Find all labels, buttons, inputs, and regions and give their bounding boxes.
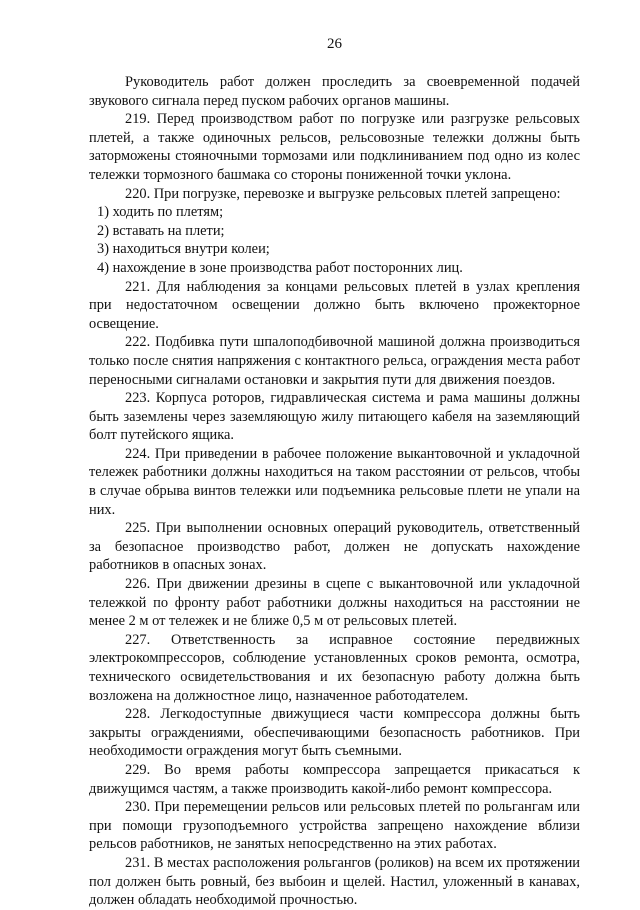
paragraph-231: 231. В местах расположения рольгангов (роликов) на всем их протяжении пол должен быть ровный, без выбоин и щелей. Настил, уложенный в канавах, должен обладать необходимой прочностью. <box>89 854 580 909</box>
paragraph-223: 223. Корпуса роторов, гидравлическая система и рама машины должны быть заземлены через заземляющую жилу питающего кабеля на заземляющий болт путейского ящика. <box>89 390 580 444</box>
paragraph-227: 227. Ответственность за исправное состояние передвижных электрокомпрессоров, соблюдение установленных сроков ремонта, осмотра, технического освидетельствования и их безопасную работу должна быть возложена на должностное лицо, назначенное работодателем. <box>89 631 580 704</box>
paragraph-219: 219. Перед производством работ по погрузке или разгрузке рельсовых плетей, а также одиночных рельсов, рельсовозные тележки должны быть заторможены стояночными тормозами или подклиниванием под одно из колес тележки тормозного башмака со стороны пониженной точки уклона. <box>89 111 580 183</box>
paragraph-228: 228. Легкодоступные движущиеся части компрессора должны быть закрыты ограждениями, обеспечивающими безопасность работников. При необходимости ограждения могут быть съемными. <box>89 706 580 760</box>
paragraph-220: 220. При погрузке, перевозке и выгрузке рельсовых плетей запрещено: <box>125 185 561 202</box>
page-number: 26 <box>327 36 342 52</box>
paragraph-225: 225. При выполнении основных операций руководитель, ответственный за безопасное производство работ, должен не допускать нахождение работников в опасных зонах. <box>89 520 580 574</box>
document-body <box>89 73 580 910</box>
list-item-4: 4) нахождение в зоне производства работ посторонних лиц. <box>97 259 463 276</box>
list-item-3: 3) находиться внутри колеи; <box>97 241 270 258</box>
paragraph-intro: Руководитель работ должен проследить за своевременной подачей звукового сигнала перед пуском рабочих органов машины. <box>89 74 580 109</box>
paragraph-230: 230. При перемещении рельсов или рельсовых плетей по рольгангам или при помощи грузоподъемного устройства запрещено нахождение вблизи рельсов работников, не занятых непосредственно на этих работах. <box>89 799 580 853</box>
paragraph-221: 221. Для наблюдения за концами рельсовых плетей в узлах крепления при недостаточном освещении должно быть включено прожекторное освещение. <box>89 278 580 332</box>
paragraph-229: 229. Во время работы компрессора запрещается прикасаться к движущимся частям, а также производить какой-либо ремонт компрессора. <box>89 761 580 797</box>
paragraph-226: 226. При движении дрезины в сцепе с выкантовочной или укладочной тележкой по фронту работ работники должны находиться на расстоянии не менее 2 м от тележек и не ближе 0,5 м от рельсовых плетей. <box>89 576 580 630</box>
paragraph-222: 222. Подбивка пути шпалоподбивочной машиной должна производиться только после снятия напряжения с контактного рельса, ограждения места работ переносными сигналами остановки и закрытия пути для движения поездов. <box>89 334 580 388</box>
paragraph-224: 224. При приведении в рабочее положение выкантовочной и укладочной тележек работники должны находиться на таком расстоянии от рельсов, чтобы в случае обрыва винтов тележки или подъемника рельсовые плети не упали на них. <box>89 445 580 518</box>
list-item-1: 1) ходить по плетям; <box>97 204 224 221</box>
list-item-2: 2) вставать на плети; <box>97 222 225 239</box>
